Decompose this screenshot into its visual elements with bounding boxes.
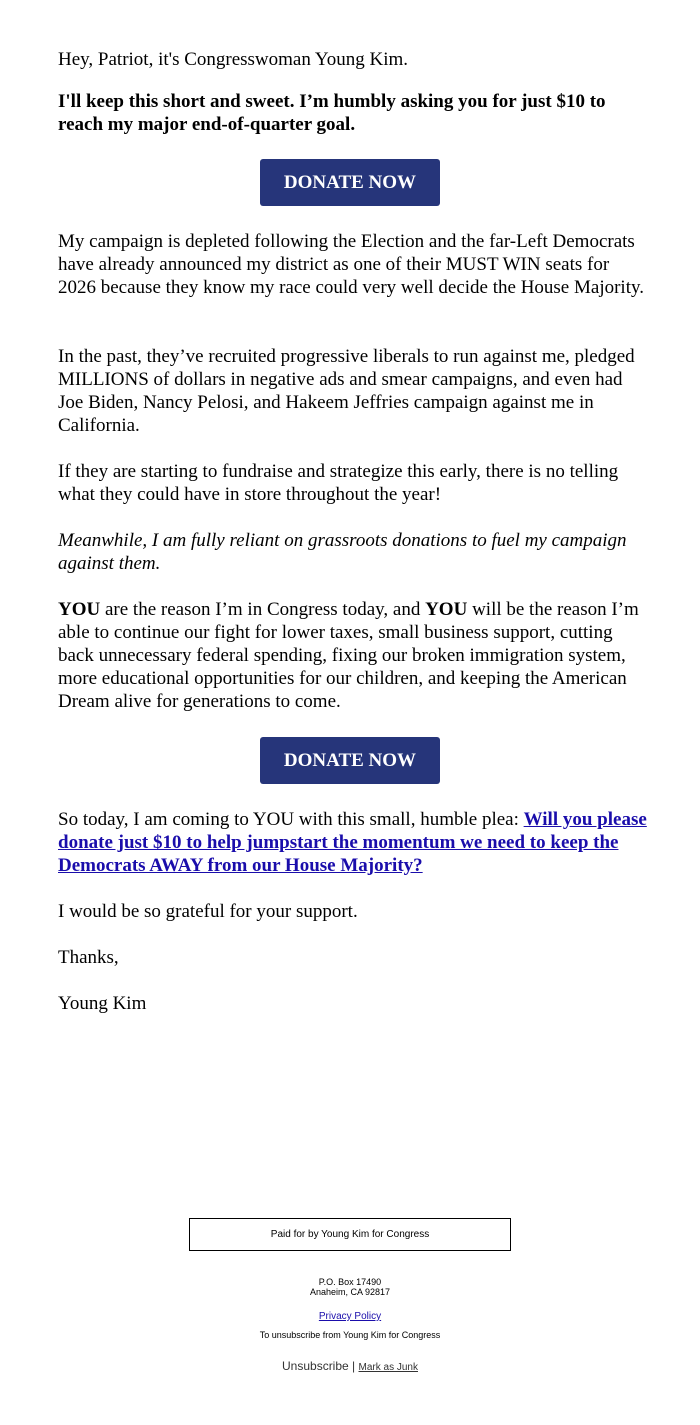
paragraph-text: will be the reason I’m able to continue our fight for lower taxes, small business support, cutting back unnecessary federal spending, fixing our broken immigration system, more educational opportunities for our children, and keeping the American Dream alive for generations to come. bbox=[58, 599, 639, 712]
donate-now-button[interactable]: DONATE NOW bbox=[260, 159, 440, 206]
donate-button-container-top bbox=[58, 159, 642, 206]
plea-lead-text: So today, I am coming to YOU with this small, humble plea: bbox=[58, 809, 524, 830]
paragraph-past-opposition: In the past, they’ve recruited progressive liberals to run against me, pledged MILLIONS of dollars in negative ads and smear campaigns, and even had Joe Biden, Nancy Pelosi, and Hakeem Jeffries campaign against me in California. bbox=[58, 346, 635, 436]
paragraph-text: are the reason I’m in Congress today, and bbox=[100, 599, 426, 620]
unsubscribe-row bbox=[0, 1359, 700, 1375]
paragraph-plea bbox=[58, 808, 648, 877]
unsubscribe-link[interactable]: Unsubscribe bbox=[282, 1359, 349, 1373]
closing-grateful: I would be so grateful for your support. bbox=[58, 901, 358, 922]
paragraph-you-reason bbox=[58, 598, 648, 713]
closing-thanks: Thanks, bbox=[58, 947, 119, 968]
donate-now-button[interactable]: DONATE NOW bbox=[260, 737, 440, 784]
paid-for-disclaimer: Paid for by Young Kim for Congress bbox=[189, 1218, 511, 1251]
footer bbox=[0, 1218, 700, 1375]
unsubscribe-notice: To unsubscribe from Young Kim for Congress bbox=[259, 1330, 441, 1340]
separator: | bbox=[352, 1359, 356, 1373]
privacy-policy-link[interactable]: Privacy Policy bbox=[318, 1311, 382, 1322]
mark-as-junk-link[interactable]: Mark as Junk bbox=[358, 1362, 418, 1373]
address-line-1: P.O. Box 17490 bbox=[318, 1277, 382, 1287]
emphasis-you: YOU bbox=[58, 599, 101, 620]
paragraph-grassroots: Meanwhile, I am fully reliant on grassroots donations to fuel my campaign against them. bbox=[58, 530, 627, 574]
address-line-2: Anaheim, CA 92817 bbox=[309, 1287, 391, 1297]
donate-button-container-bottom bbox=[58, 737, 642, 784]
greeting: Hey, Patriot, it's Congresswoman Young Kim. bbox=[58, 49, 409, 70]
signature: Young Kim bbox=[58, 993, 147, 1014]
emphasis-you: YOU bbox=[425, 599, 468, 620]
mailing-address bbox=[0, 1277, 700, 1297]
paragraph-fundraise-early: If they are starting to fundraise and strategize this early, there is no telling what they could have in store throughout the year! bbox=[58, 461, 619, 505]
privacy-policy-row bbox=[0, 1311, 700, 1323]
paragraph-campaign-depleted: My campaign is depleted following the Election and the far-Left Democrats have already announced my district as one of their MUST WIN seats for 2026 because they know my race could very well decide the House Majority. bbox=[58, 231, 644, 298]
intro-ask: I'll keep this short and sweet. I’m humbly asking you for just $10 to reach my major end-of-quarter goal. bbox=[58, 91, 606, 135]
donate-plea-link[interactable]: Will you please donate just $10 to help jumpstart the momentum we need to keep the Democrats AWAY from our House Majority? bbox=[58, 809, 647, 876]
